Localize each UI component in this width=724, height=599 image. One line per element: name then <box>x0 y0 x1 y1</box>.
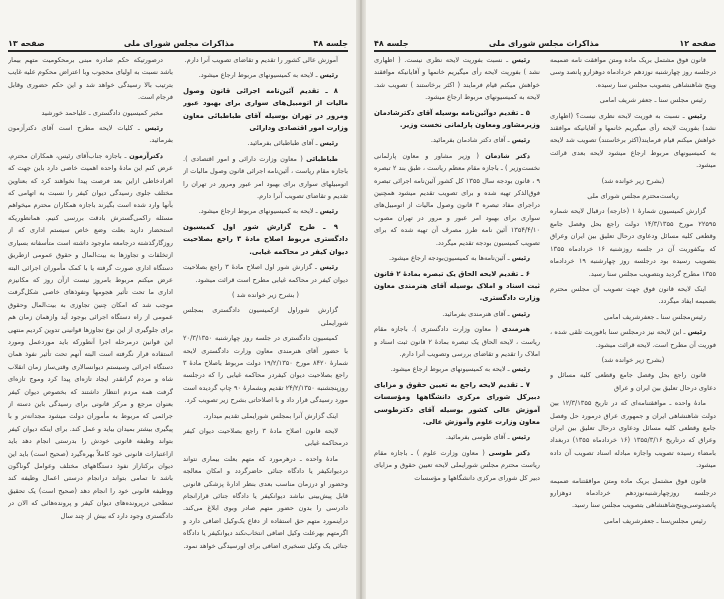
paragraph <box>550 475 716 512</box>
speaker-name: هنرمندی <box>502 325 530 334</box>
paragraph <box>550 54 716 91</box>
paragraph-text: مادهٔ واحده ـ موافقتنامه‌ای که در تاریخ ۱۲/۳/۱۳۵۵ بین دولت شاهنشاهی ایران و جمهوری عراق درمورد حل وفصل جامع وقطعی کلیه مسائل ودعاوی درحال تعلیق بین ایران وعراق که درتاریخ ۱۳۵۵/۳/۱۶ (۱۶ خردادماه ۱۳۵۵) دربغداد بامضاء رسیده تصویب واجازه مبادله اسناد تصویب آن داده میشود. <box>550 399 716 470</box>
speaker-name: رئیس <box>319 71 338 80</box>
speaker-name: رئیس <box>319 207 338 216</box>
paragraph <box>183 54 348 66</box>
paragraph-text: لایحه قانون اصلاح مادهٔ ۳ راجع بصلاحیت دیوان کیفر درمحاکمه غیابی <box>183 426 348 448</box>
paragraph <box>8 107 173 119</box>
right-page-number: صفحه ۱۲ <box>679 39 716 48</box>
right-page-right-column <box>550 54 716 561</box>
paragraph-text: ( بشرح زیر خوانده شد ) <box>232 290 299 299</box>
paragraph <box>550 397 716 471</box>
paragraph <box>183 205 348 217</box>
paragraph-text: قانون فوق مشتمل بریک ماده ومتن موافقتنامه ضمیمه درجلسه روزچهارشنبه‌نوزدهم خردادماه دوهزارو پانصدوسی‌وپنج‌شاهنشاهی بتصویب مجلس سنا رسید. <box>550 476 716 510</box>
right-page <box>366 0 724 599</box>
speaker-name: رئیس <box>511 136 530 145</box>
paragraph-text: ـ گزارش شور اول اصلاح مادهٔ ۳ راجع بصلاحیت دیوان کیفر در محاکمه غیابی مطرح است قرائت میشود. <box>183 263 348 284</box>
paragraph-text: ـ لایحه به کمیسیونهای مربوط ارجاع میشود. <box>198 71 320 80</box>
paragraph <box>550 326 716 351</box>
speaker-name: دکترآزمون <box>129 151 163 160</box>
paragraph <box>374 323 540 360</box>
left-page <box>0 0 356 599</box>
paragraph-text: ریاست‌محترم مجلس شورای ملی <box>587 192 679 201</box>
paragraph-text: ـ آقای هنرمندی بفرمائید. <box>442 309 512 318</box>
paragraph-text: درصورتیکه حکم صادره مبنی برمحکومیت متهم بیمار باشد نسبت به اولیای محجوب وبا اعتراض محکوم علیه غایب بترتیب بالا رسیدگی خواهد شد و این حکم حضوری وقابل فرجام است. <box>8 56 173 102</box>
paragraph-text: رئیس‌مجلس سنا ـ جعفرشریف امامی <box>603 312 706 321</box>
paragraph <box>374 134 540 146</box>
paragraph <box>550 354 716 366</box>
left-page-session: جلسه ۴۸ <box>313 39 348 48</box>
left-page-number: صفحه ۱۳ <box>8 39 45 48</box>
left-page-title: مذاکرات مجلس شورای ملی <box>123 39 235 48</box>
paragraph <box>374 252 540 264</box>
right-page-header <box>374 34 716 48</box>
left-page-header <box>8 34 348 48</box>
paragraph-text: گزارش شوراول ازکمیسیون دادگستری بمجلس شورایملی <box>183 306 348 327</box>
agenda-item-heading <box>374 107 540 132</box>
paragraph <box>183 69 348 81</box>
book-gutter <box>356 0 366 599</box>
paragraph-text: رئیس مجلس‌سنا ـ جعفرشریف امامی <box>603 516 706 525</box>
speaker-name: رئیس <box>319 263 338 272</box>
paragraph-text: اینک گزارش آنرا بمجلس شورایملی تقدیم میدارد. <box>203 411 338 420</box>
agenda-item-heading <box>183 221 348 258</box>
paragraph-text: ـ کلیات لایحه مطرح است آقای دکترآزمون بفرمائید. <box>8 124 173 145</box>
speaker-name: رئیس <box>511 365 530 374</box>
paragraph <box>550 311 716 323</box>
paragraph <box>550 94 716 106</box>
paragraph <box>550 369 716 394</box>
paragraph-text: آموزش عالی کشور را تقدیم و تقاضای تصویب آنرا دارم. <box>184 56 338 64</box>
speaker-name: رئیس <box>687 111 706 120</box>
paragraph <box>550 205 716 279</box>
paragraph <box>374 447 540 484</box>
paragraph-text: ـ نسبت به فوریت لایحه نظری نیست؟ (اظهاری نشد) بفوریت لایحه رأی میگیریم خانمها و آقایانیکه موافقند خواهش میکنم قیام فرمایند(اکثر برخاستند) تصویب شد لایحه به کمیسیونهای مربوط ارجاع میشود لایحه بعدی قرائت میشود. <box>550 111 716 170</box>
paragraph-text: قانون راجع بحل وفصل جامع وقطعی کلیه مسائل و دعاوی درحال تعلیق بین ایران و عراق <box>550 371 716 392</box>
left-page-columns <box>8 54 348 561</box>
paragraph-text: ـ آقای طوسی بفرمائید. <box>445 433 512 442</box>
paragraph-text: (بشرح زیر خوانده شد) <box>601 355 665 364</box>
right-page-title: مذاکرات مجلس شورای ملی <box>488 39 600 48</box>
paragraph <box>550 175 716 187</box>
paragraph-text: قانون فوق مشتمل بریک ماده ومتن موافقت نامه ضمیمه درجلسه روز چهارشنبه نوزدهم خردادماه دوهزارو پانصد وسی وپنج شاهنشاهی بتصویب مجلس سنا رسیده. <box>550 56 716 89</box>
paragraph-text: ـ آقای دکتر شادمان بفرمائید. <box>430 136 512 145</box>
agenda-item-heading <box>374 379 540 429</box>
paragraph-text: ( وزیر مشاور و معاون پارلمانی نخست‌وزیر ) ـ باجازه مقام معظم ریاست ، طبق بند ۲ تبصره ۹ ، قانون بودجه سال ۱۳۵۵ کل کشور آئین‌نامه اجرائی تبصره فوق‌الذکر تهیه شده و برای تصویب تقدیم میشود همچنین دراجرای مفاد تبصره ۳ قانون وصول مالیات از اتومبیل‌های سواری برای بهبود امر عبور و مرور در تهران مصوب ۱۳۵۴/۴/۱۰ آئین نامه طرز مصرف آن تهیه شده که برای تصویب کمیسیون بودجه تقدیم میگردد. <box>374 151 540 247</box>
paragraph <box>550 515 716 527</box>
paragraph <box>183 410 348 422</box>
left-page-left-column <box>8 54 173 561</box>
paragraph-text: ـ نسبت بفوریت لایحه نظری نیست. ( اظهاری نشد ) بفوریت لایحه رأی میگیریم خانمها و آقایانیکه موافقند خواهش میکنم قیام فرمایند ( اکثر برخاستند ) تصویب شد. لایحه به کمیسیونهای مربوط ارجاع میشود. <box>374 56 540 102</box>
right-page-columns <box>374 54 716 561</box>
paragraph <box>8 54 173 104</box>
speaker-name: رئیس <box>319 139 338 148</box>
paragraph <box>374 308 540 320</box>
speaker-name: رئیس <box>144 124 163 133</box>
paragraph-text: ( معاون وزارت علوم ) ـ باجازه مقام ریاست محترم مجلس شورایملی لایحه تعیین حقوق و مزایای دبیر کل شورای مرکزی دانشگاهها و مؤسسات <box>374 448 540 482</box>
paragraph <box>550 283 716 308</box>
paragraph-text: ۷ ـ تقدیم لایحه راجع به تعیین حقوق و مزایای دبیرکل شورای مرکزی دانشگاهها ومؤسسات آموزش عالی کشور بوسیله آقای دکترطوسی معاون وزارت علوم وآموزش عالی. <box>374 380 540 426</box>
paragraph-text: ( معاون وزارت دادگستری ). باجازه مقام ریاست ، لایحه الحاق یک تبصره بمادهٔ ۲ قانون ثبت اسناد و املاک را تقدیم و تقاضای بررسی وتصویب آنرا دارم. <box>374 325 540 358</box>
paragraph-text: ـ لایحه به کمیسیونهای مربوط ارجاع میشود. <box>390 365 512 374</box>
paragraph-text: ۹ ـ طرح گزارش شور اول کمیسیون دادگستری مربوط اصلاح مادهٔ ۳ راجع بصلاحیت دیوان کیفر در محاکمه غیابی. <box>183 222 348 256</box>
speaker-name: دکتر طوسی <box>488 448 530 457</box>
header-rule <box>374 50 716 52</box>
left-page-right-column <box>183 54 348 561</box>
paragraph-text: ( معاون وزارت دارائی و امور اقتصادی ). باجازه مقام ریاست ، آئین‌نامه اجرائی قانون وصول مالیات از اتومبیلهای سواری برای بهبود امر عبور ومرور در تهران را تقدیم و تقاضای تصویب آنرا دارم. <box>183 154 348 201</box>
speaker-name: طباطبائی <box>306 154 338 163</box>
paragraph <box>183 304 348 329</box>
paragraph <box>183 425 348 450</box>
speaker-name: رئیس <box>511 309 530 318</box>
speaker-name: رئیس <box>511 433 530 442</box>
paragraph <box>550 190 716 202</box>
right-page-session: جلسه ۴۸ <box>374 39 409 48</box>
paragraph <box>8 150 173 522</box>
paragraph-text: ۸ ـ تقدیم آئین‌نامه اجرائی قانون وصول مالیات از اتومبیل‌های سواری برای بهبود عبور ومرور در تهران بوسیله آقای طباطبائی معاون وزارت امور اقتصادی ودارائی <box>183 86 348 133</box>
speaker-name: دکتر شادمان <box>485 151 530 160</box>
paragraph-text: مادهٔ واحده ـ درهرمورد که متهم بعلت بیماری نتواند دردیوانکیفر یا دادگاه جنائی حاضرگردد و امکان معالجه وحضور او درزمان مناسب بعدی بنظر ادارهٔ پزشکی قانونی قابل پیش‌بینی نباشد دیوانکیفر یا دادگاه جنائی قرارانجام دادرسی را بدون حضور متهم صادر وبوی ابلاغ می‌کند. دراینمورد متهم حق استفاده از دفاع یک‌وکیل اضافی دارد و اگرمتهم بهرعلت وکیل اضافی انتخاب‌نکند دیوانکیفر یا دادگاه جنائی یک وکیل تسخیری اضافی برای اورسیدگی خواهد نمود. <box>183 454 348 550</box>
agenda-item-heading <box>374 268 540 305</box>
paragraph <box>374 363 540 375</box>
paragraph-text: مخبر کمیسیون دادگستری ـ علیاحمد خورشید <box>41 108 163 117</box>
paragraph-text: ـ آئین‌نامه‌ها به کمیسیون‌بودجه ارجاع میشود. <box>389 254 512 263</box>
paragraph <box>374 150 540 249</box>
paragraph-text: اینک لایحه قانون فوق جهت تصویب آن مجلس محترم بضمیمه ایفاد میگردد. <box>550 284 716 306</box>
paragraph <box>183 453 348 552</box>
paragraph-text: ـ آقای طباطبائی بفرمائید. <box>247 139 320 148</box>
paragraph-text: ـ لایحه به کمیسیونهای مربوط ارجاع میشود. <box>198 207 320 216</box>
paragraph <box>183 261 348 286</box>
paragraph-text: ـ این لایحه نیز درمجلس سنا بافوریت تلقی شده ، فوریت آن مطرح است. لایحه قرائت میشود. <box>550 328 716 349</box>
paragraph-text: ۵ ـ تقدیم دوآئین‌نامه بوسیله آقای دکترشادمان وزیرمشاور ومعاون پارلمانی نخست وزیر. <box>374 108 540 130</box>
paragraph-text: ۶ ـ تقدیم لایحه الحاق یک تبصره بمادهٔ ۲ قانون ثبت اسناد و املاک بوسیله آقای هنرمندی معاون وزارت دادگستری. <box>374 269 540 303</box>
paragraph <box>550 110 716 172</box>
speaker-name: رئیس <box>511 56 530 64</box>
paragraph-text: گزارش کمیسیون شمارهٔ ۱ (خارجه) درقبال لایحه شماره ۲۲۵۹۵ مورخ ۱۴/۳/۱۳۵۵ دولت راجع بحل وفصل جامع وقطعی کلیه مسائل ودعاوی درحال تعلیق بین ایران وعراق که بیکفوریت آن در جلسه روزشنبه ۱۶ خردادماه ۱۳۵۵ بتصویب رسیده بود درجلسه روز چهارشنبه ۱۹ خردادماه ۱۳۵۵ مطرح گردید وبتصویب مجلس سنا رسید. <box>550 207 716 278</box>
paragraph <box>183 289 348 301</box>
paragraph <box>8 122 173 147</box>
paragraph-text: رئیس مجلس سنا ـ جعفر شریف امامی <box>599 96 706 105</box>
agenda-item-heading <box>183 85 348 135</box>
header-rule <box>8 50 348 52</box>
paragraph <box>183 332 348 406</box>
paragraph-text: (بشرح زیر خوانده شد) <box>601 176 665 185</box>
paragraph <box>374 54 540 104</box>
paragraph <box>183 153 348 203</box>
speaker-name: رئیس <box>687 328 706 337</box>
speaker-name: رئیس <box>511 254 530 263</box>
paragraph-text: کمیسیون دادگستری در جلسه روز چهارشنبه ۲۰/۳/۱۳۵۰ با حضور آقای هنرمندی معاون وزارت دادگستری لایحه شمارهٔ ۸۴۲۰ مورخ ۱۹/۲/۱۳۵۰ دولت مربوط باصلاح مادهٔ ۳ راجع بصلاحیت دیوان کیفردر محاکمه غیابی را که درجلسه روزپنجشنبه ۲۴/۲/۱۳۵۰ تقدیم وبشمارهٔ ۹۰ چاپ گردیده است مورد رسیدگی قرار داد و با اصلاحاتی بشرح زیر تصویب کرد. <box>183 334 348 405</box>
right-page-left-column <box>374 54 540 561</box>
paragraph-text: ـ باجازه جناب‌آقای رئیس، همکاران محترم، عرض کنم این مادهٔ واحده اهمیت خاصی دارد باین جهت که افرادخاطی ازاین بعد فرصت پیدا نخواهند کرد که بعناوین مختلف جلوی رسیدگی دیوان کیفر را نسبت به اتهامی که بآنها وارد شده است بگیرند باجازه همکاران محترم میخواهم مسئله راکمی‌گسترش بادقت بررسی کنیم. همانطوریکه استحضار دارید بعلت وضع خاص سیستم اداری که از روزگارگذشته درجامعه ماوجود داشته است متأسفانه بسیاری ازتخلفات و تجاوزها به بیت‌المال و حقوق عمومی ازطریق دستگاه اداری صورت گرفته یا با کمک مأموران اجرائی البته عرض میکنم مربوط بامروز نیست ازآن روز که مکانیزم اداری ما تحت تأثیر هجومها ونفوذهای خاصی شکل‌گرفت موجب شد که امکان چنین تجاوزی به بیت‌المال وحقوق عمومی از راه دستگاه اجرائی بوجود آید وازهمان زمان هم برای جلوگیری از این نوع تجاوزها قوانینی تدوین کردیم منتهی این قوانین درمرحله اجرا آنطورکه باید موردعمل ومورد استفاده قرار نگرفته است البته آنهم تحت تأثیر نفوذ همان دستگاه اجرائی وسیستم دیوانسالاری وقتی‌ساز زمان انقلاب شاه و مردم گرانقدر ایجاد تازه‌ای پیدا کرد وموج تازه‌ای گرفت همه مردم انتظار داشتند که بخصوص دیوان کیفر بعنوان مرجع و مرکز قانونی برای رسیدگی باین دسته از جرائمی که مربوط به مأموران دولت میشود مجدانه‌تر و با پیگیری بیشتر بمیدان بیاید و عمل کند. برای اینکه دیوان کیفر بتواند وظیفه قانونی خودش را بدرستی انجام دهد باید ازاعتبارات قانونی خود کاملاً بهره‌گیرد (صحیح است) باید این دیوان برکناراز نفوذ دستگاههای مختلف وعوامل گوناگون باشد تا تمامی بتواند درانجام درستی اعمال وظیفه کند ووظیفه قانونی خود را انجام دهد (صحیح است) یک تحقیق سطحی درپرونده‌های دیوان کیفر و پرونده‌هائی که الان در دادگستری وجود دارد که بیش از چند سال <box>8 151 173 520</box>
paragraph <box>183 137 348 149</box>
paragraph <box>374 431 540 443</box>
